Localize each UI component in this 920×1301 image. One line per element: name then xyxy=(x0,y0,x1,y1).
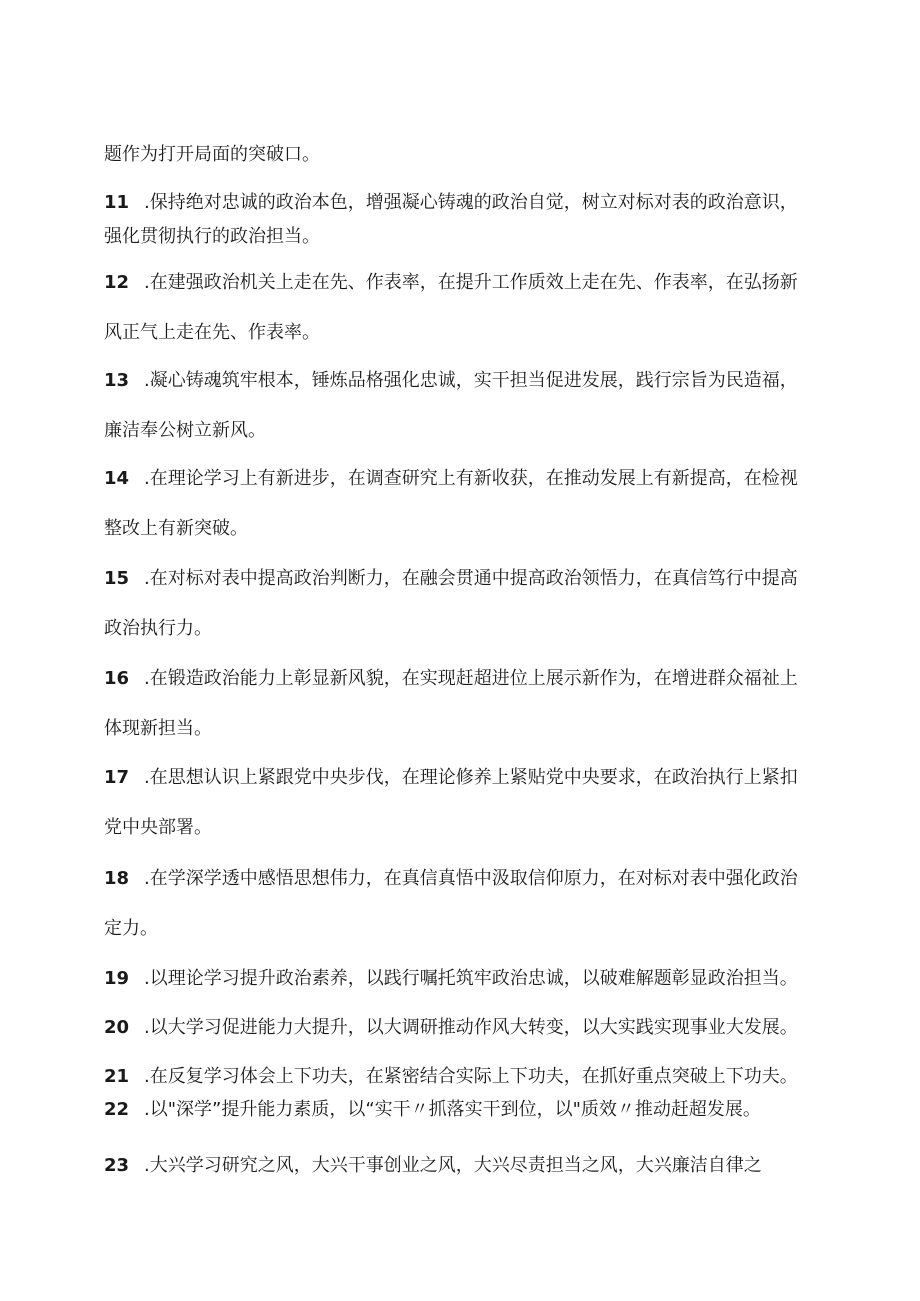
item-text-cont: 体现新担当。 xyxy=(104,718,212,739)
list-item-13-cont xyxy=(104,419,824,443)
item-text-cont: 党中央部署。 xyxy=(104,817,212,838)
list-item-14-cont xyxy=(104,517,824,541)
list-item-13 xyxy=(104,369,824,393)
list-item-16 xyxy=(104,667,824,691)
list-item-11 xyxy=(104,191,824,215)
item-number: 22 xyxy=(104,1099,130,1120)
item-text-cont: 强化贯彻执行的政治担当。 xyxy=(104,226,320,247)
item-number: 16 xyxy=(104,668,130,689)
list-item-15-cont xyxy=(104,617,824,641)
list-item-21 xyxy=(104,1065,824,1089)
item-text: .在学深学透中感悟思想伟力，在真信真悟中汲取信仰原力，在对标对表中强化政治 xyxy=(144,868,798,889)
item-text: .在思想认识上紧跟党中央步伐，在理论修养上紧贴党中央要求，在政治执行上紧扣 xyxy=(144,767,798,788)
list-item-11-cont xyxy=(104,225,824,249)
list-item-22 xyxy=(104,1098,824,1122)
list-item-18 xyxy=(104,867,824,891)
item-number: 13 xyxy=(104,370,130,391)
item-text: .在理论学习上有新进步，在调查研究上有新收获，在推动发展上有新提高，在检视 xyxy=(144,468,798,489)
list-item-12-cont xyxy=(104,321,824,345)
list-item-23 xyxy=(104,1154,824,1178)
continuation-text: 题作为打开局面的突破口。 xyxy=(104,144,320,165)
item-number: 14 xyxy=(104,468,130,489)
item-number: 15 xyxy=(104,568,130,589)
item-number: 23 xyxy=(104,1155,130,1176)
item-text: .以"深学”提升能力素质，以“实干〃抓落实干到位，以"质效〃推动赶超发展。 xyxy=(144,1099,761,1120)
list-item-19 xyxy=(104,967,824,991)
list-item-12 xyxy=(104,271,824,295)
list-item-17-cont xyxy=(104,816,824,840)
item-text: .在建强政治机关上走在先、作表率，在提升工作质效上走在先、作表率，在弘扬新 xyxy=(144,272,798,293)
item-text: .以大学习促进能力大提升，以大调研推动作风大转变，以大实践实现事业大发展。 xyxy=(144,1017,798,1038)
list-item-18-cont xyxy=(104,917,824,941)
list-item-14 xyxy=(104,467,824,491)
item-number: 20 xyxy=(104,1017,130,1038)
item-text-cont: 整改上有新突破。 xyxy=(104,518,248,539)
item-text: .保持绝对忠诚的政治本色，增强凝心铸魂的政治自觉，树立对标对表的政治意识， xyxy=(144,192,798,213)
item-number: 11 xyxy=(104,192,130,213)
item-number: 21 xyxy=(104,1066,130,1087)
item-text: .在锻造政治能力上彰显新风貌，在实现赶超进位上展示新作为，在增进群众福祉上 xyxy=(144,668,798,689)
item-text: .在对标对表中提高政治判断力，在融会贯通中提高政治领悟力，在真信笃行中提高 xyxy=(144,568,798,589)
item-text-cont: 政治执行力。 xyxy=(104,618,212,639)
item-number: 12 xyxy=(104,272,130,293)
item-text: .大兴学习研究之风，大兴干事创业之风，大兴尽责担当之风，大兴廉洁自律之 xyxy=(144,1155,762,1176)
item-text-cont: 定力。 xyxy=(104,918,158,939)
item-number: 18 xyxy=(104,868,130,889)
continuation-line xyxy=(104,143,824,167)
item-text: .凝心铸魂筑牢根本，锤炼品格强化忠诚，实干担当促进发展，践行宗旨为民造福， xyxy=(144,370,798,391)
list-item-15 xyxy=(104,567,824,591)
item-number: 17 xyxy=(104,767,130,788)
list-item-20 xyxy=(104,1016,824,1040)
item-text: .以理论学习提升政治素养，以践行嘱托筑牢政治忠诚，以破难解题彰显政治担当。 xyxy=(144,968,798,989)
list-item-16-cont xyxy=(104,717,824,741)
item-text: .在反复学习体会上下功夫，在紧密结合实际上下功夫，在抓好重点突破上下功夫。 xyxy=(144,1066,798,1087)
item-text-cont: 风正气上走在先、作表率。 xyxy=(104,322,320,343)
item-number: 19 xyxy=(104,968,130,989)
item-text-cont: 廉洁奉公树立新风。 xyxy=(104,420,266,441)
list-item-17 xyxy=(104,766,824,790)
